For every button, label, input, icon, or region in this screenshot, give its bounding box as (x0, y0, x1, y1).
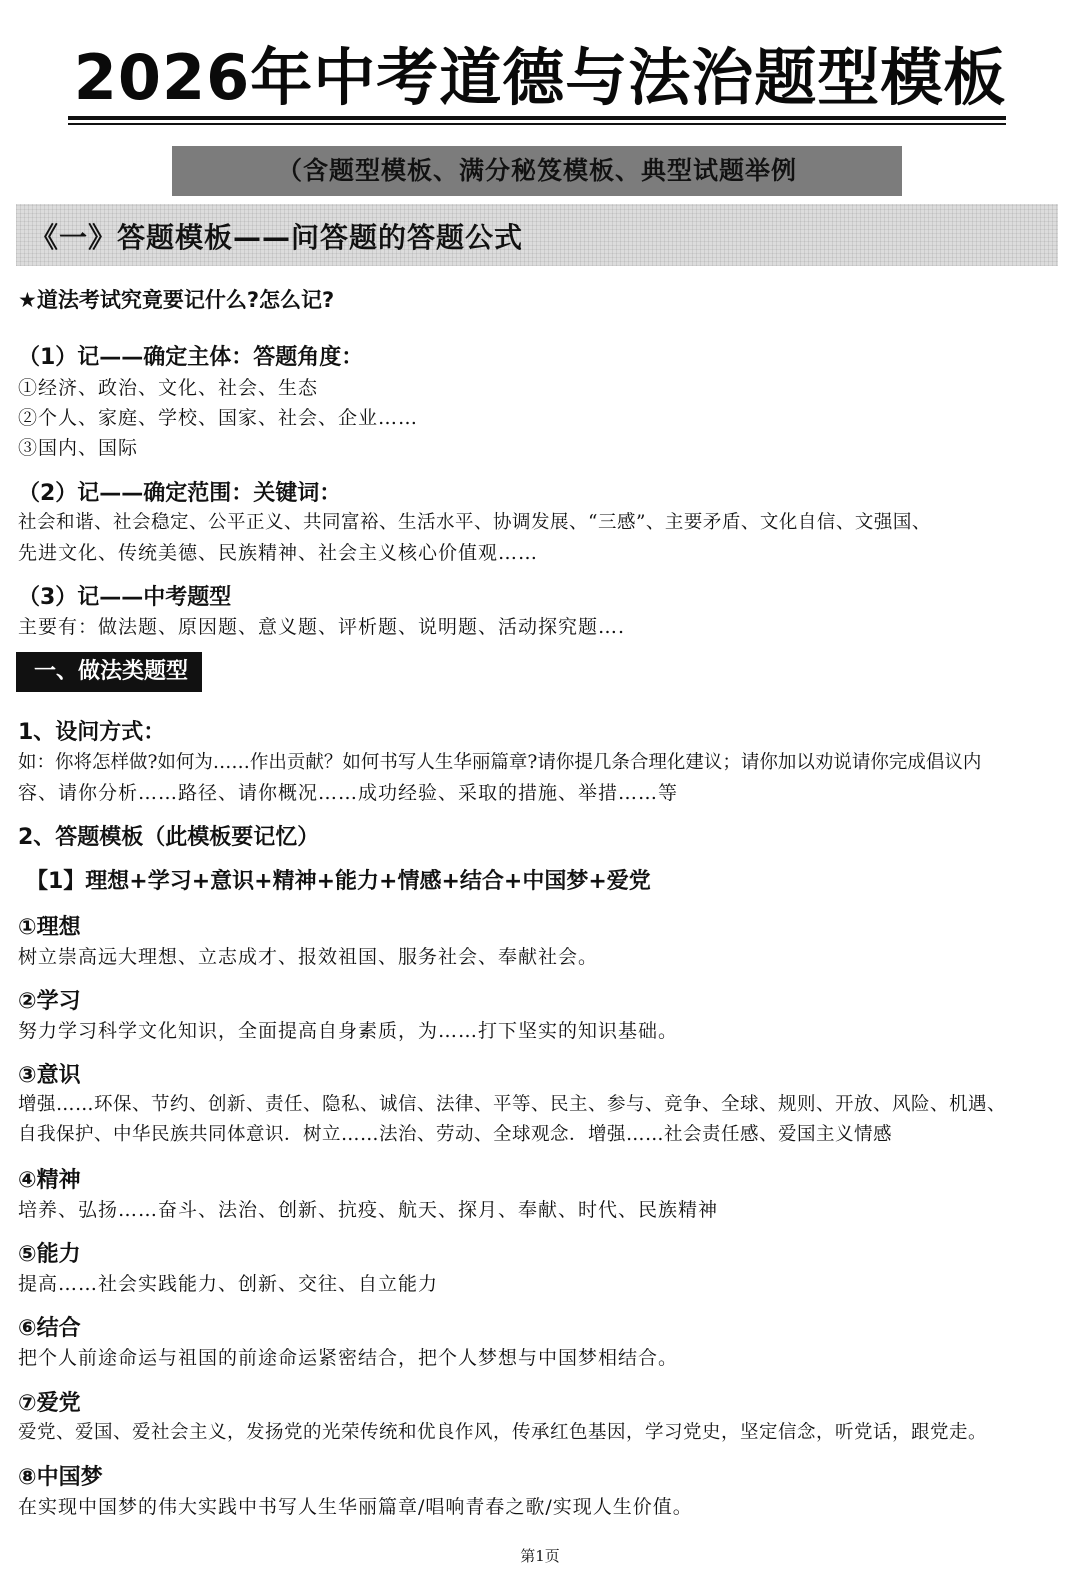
part-label: 一、做法类题型 (16, 652, 202, 692)
s2-heading: （2）记——确定范围：关键词： (18, 481, 342, 506)
s1-heading: （1）记——确定主体：答题角度： (18, 345, 364, 370)
item-line: 努力学习科学文化知识，全面提高自身素质，为……打下坚实的知识基础。 (18, 1020, 679, 1042)
q1-line: 容、请你分析……路径、请你概况……成功经验、采取的措施、举措……等 (18, 782, 679, 804)
s2-line: 社会和谐、社会稳定、公平正义、共同富裕、生活水平、协调发展、“三感”、主要矛盾、文化自信、文强国、 (18, 512, 931, 533)
item-line: 培养、弘扬……奋斗、法治、创新、抗疫、航天、探月、奉献、时代、民族精神 (18, 1199, 719, 1221)
item-heading: ①理想 (18, 915, 81, 940)
answer-formula: 【1】理想+学习+意识+精神+能力+情感+结合+中国梦+爱党 (26, 869, 651, 894)
document-title: 2026年中考道德与法治题型模板 (73, 41, 1007, 114)
s2-line: 先进文化、传统美德、民族精神、社会主义核心价值观…… (18, 542, 539, 564)
s1-line: ②个人、家庭、学校、国家、社会、企业…… (18, 407, 419, 429)
item-heading: ⑤能力 (18, 1242, 81, 1267)
item-heading: ②学习 (18, 989, 81, 1014)
item-heading: ⑥结合 (18, 1316, 81, 1341)
item-heading: ③意识 (18, 1063, 81, 1088)
s3-line: 主要有：做法题、原因题、意义题、评析题、说明题、活动探究题…. (18, 616, 626, 638)
intro-question: ★道法考试究竟要记什么?怎么记? (18, 288, 335, 312)
title-underline-thin (68, 123, 1006, 125)
s3-heading: （3）记——中考题型 (18, 585, 232, 610)
s1-line: ①经济、政治、文化、社会、生态 (18, 377, 319, 399)
item-line: 把个人前途命运与祖国的前途命运紧密结合，把个人梦想与中国梦相结合。 (18, 1347, 679, 1369)
q1-line: 如：你将怎样做?如何为……作出贡献？如何书写人生华丽篇章?请你提几条合理化建议；请你加以劝说请你完成倡议内 (18, 752, 982, 773)
subtitle-banner: （含题型模板、满分秘笈模板、典型试题举例 (172, 146, 902, 196)
item-line: 爱党、爱国、爱社会主义，发扬党的光荣传统和优良作风，传承红色基因，学习党史，坚定信念，听党话，跟党走。 (18, 1422, 988, 1443)
item-line: 自我保护、中华民族共同体意识．树立……法治、劳动、全球观念．增强……社会责任感、爱国主义情感 (18, 1124, 893, 1145)
title-underline-thick (68, 116, 1006, 120)
item-line: 树立崇高远大理想、立志成才、报效祖国、服务社会、奉献社会。 (18, 946, 599, 968)
q2-heading: 2、答题模板（此模板要记忆） (18, 825, 320, 850)
q1-heading: 1、设问方式： (18, 720, 166, 745)
item-heading: ⑧中国梦 (18, 1465, 103, 1490)
item-line: 在实现中国梦的伟大实践中书写人生华丽篇章/唱响青春之歌/实现人生价值。 (18, 1496, 693, 1518)
item-heading: ⑦爱党 (18, 1391, 81, 1416)
section-heading: 《一》答题模板——问答题的答题公式 (30, 221, 524, 254)
item-line: 增强……环保、节约、创新、责任、隐私、诚信、法律、平等、民主、参与、竞争、全球、规则、开放、风险、机遇、 (18, 1094, 1007, 1115)
item-heading: ④精神 (18, 1168, 81, 1193)
page-number: 第1页 (520, 1547, 560, 1565)
s1-line: ③国内、国际 (18, 437, 139, 459)
item-line: 提高……社会实践能力、创新、交往、自立能力 (18, 1273, 439, 1295)
section-heading-band (16, 204, 1058, 266)
